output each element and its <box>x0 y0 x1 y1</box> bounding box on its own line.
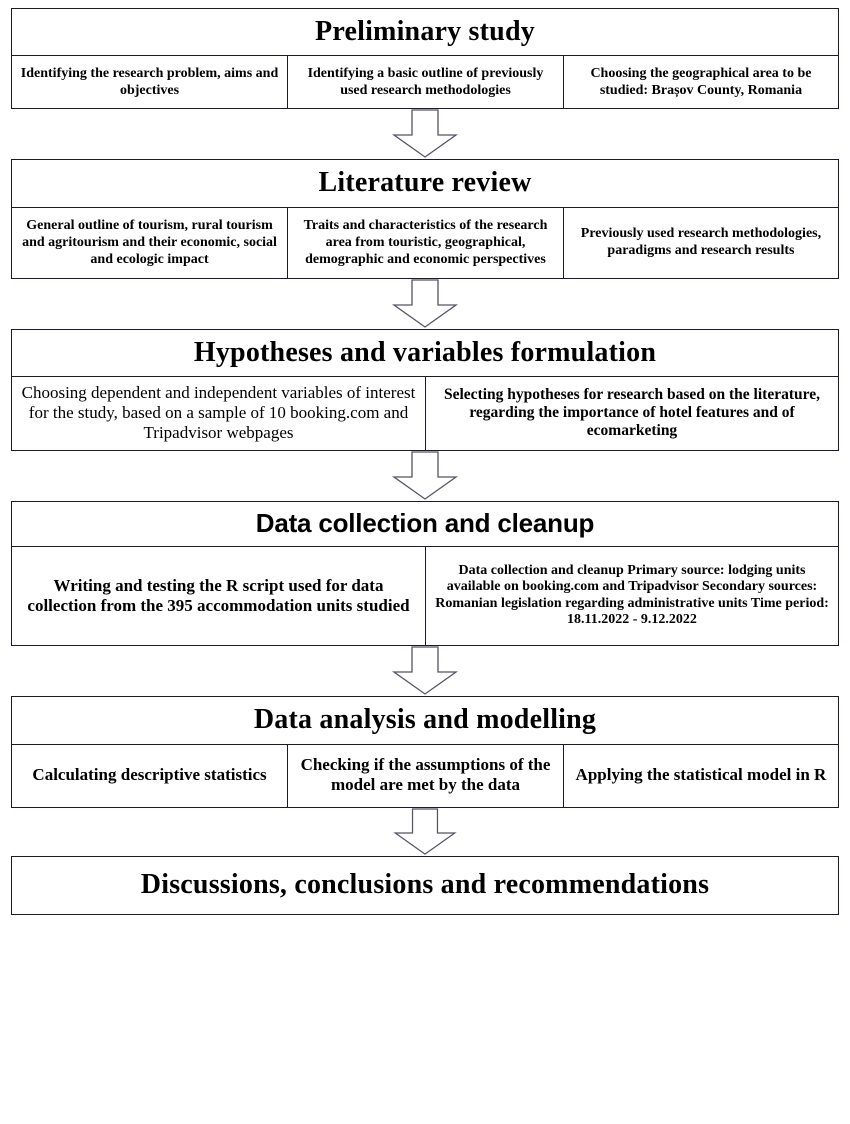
down-arrow-icon <box>390 451 460 501</box>
stage-data-analysis-and-modelling <box>11 696 839 807</box>
stage-column <box>12 377 425 450</box>
stage-column-text: Writing and testing the R script used for data collection from the 395 accommodation units studied <box>27 575 410 615</box>
stage-title: Preliminary study <box>315 16 535 47</box>
stage-column <box>563 208 838 278</box>
stage-column-text: Traits and characteristics of the research area from touristic, geographical, demographic and economic perspectives <box>303 217 548 267</box>
stage-column-text: Checking if the assumptions of the model are met by the data <box>300 755 551 795</box>
stage-discussions-conclusions-and-recommendations <box>11 856 839 915</box>
stage-column-text: Identifying a basic outline of previously used research methodologies <box>307 65 544 98</box>
stage-title: Data analysis and modelling <box>253 704 597 736</box>
stage-column <box>287 745 563 807</box>
connector-1 <box>11 109 839 159</box>
stage-column-text: Choosing the geographical area to be studied: Brașov County, Romania <box>590 65 812 98</box>
stage-columns <box>12 376 838 450</box>
stage-columns <box>12 546 838 645</box>
stage-title: Literature review <box>318 167 532 199</box>
connector-5 <box>11 808 839 856</box>
stage-column-text: Choosing dependent and independent variables of interest for the study, based on a sample of 10 booking.com and Tripadvisor webpages <box>21 383 416 443</box>
stage-preliminary-study <box>11 8 839 109</box>
stage-column-text: Previously used research methodologies, paradigms and research results <box>580 226 822 259</box>
stage-column <box>287 56 563 108</box>
stage-column <box>563 56 838 108</box>
connector-4 <box>11 646 839 696</box>
stage-column <box>287 208 563 278</box>
stage-column <box>12 547 425 645</box>
stage-column-text: Calculating descriptive statistics <box>32 765 267 785</box>
down-arrow-icon <box>390 646 460 696</box>
stage-column-text: Applying the statistical model in R <box>575 765 827 785</box>
connector-2 <box>11 279 839 329</box>
stage-column <box>12 56 287 108</box>
down-arrow-icon <box>390 279 460 329</box>
stage-column-text: Identifying the research problem, aims and objectives <box>20 65 279 98</box>
stage-column <box>12 745 287 807</box>
stage-hypotheses-and-variables-formulation <box>11 329 839 452</box>
stage-column <box>425 547 838 645</box>
connector-3 <box>11 451 839 501</box>
stage-column-text: Selecting hypotheses for research based on the literature, regarding the importance of hotel features and of ecomarketing <box>444 385 820 440</box>
stage-column <box>425 377 838 450</box>
stage-data-collection-and-cleanup <box>11 501 839 646</box>
stage-column <box>563 745 838 807</box>
stage-column-text: General outline of tourism, rural tourism and agritourism and their economic, social and ecologic impact <box>22 217 277 267</box>
stage-title: Hypotheses and variables formulation <box>193 336 657 368</box>
stage-columns <box>12 207 838 278</box>
stage-literature-review <box>11 159 839 278</box>
stage-columns <box>12 55 838 108</box>
down-arrow-icon <box>390 109 460 159</box>
stage-column-text: Data collection and cleanup Primary source: lodging units available on booking.com and Tripadvisor Secondary sources: Romanian legislation regarding administrative units Time period: 18.11.2022 - 9.12.2022 <box>435 562 829 628</box>
stage-title: Data collection and cleanup <box>255 508 595 539</box>
stage-columns <box>12 744 838 807</box>
stage-column <box>12 208 287 278</box>
down-arrow-icon <box>390 808 460 856</box>
stage-title: Discussions, conclusions and recommendations <box>140 868 710 900</box>
